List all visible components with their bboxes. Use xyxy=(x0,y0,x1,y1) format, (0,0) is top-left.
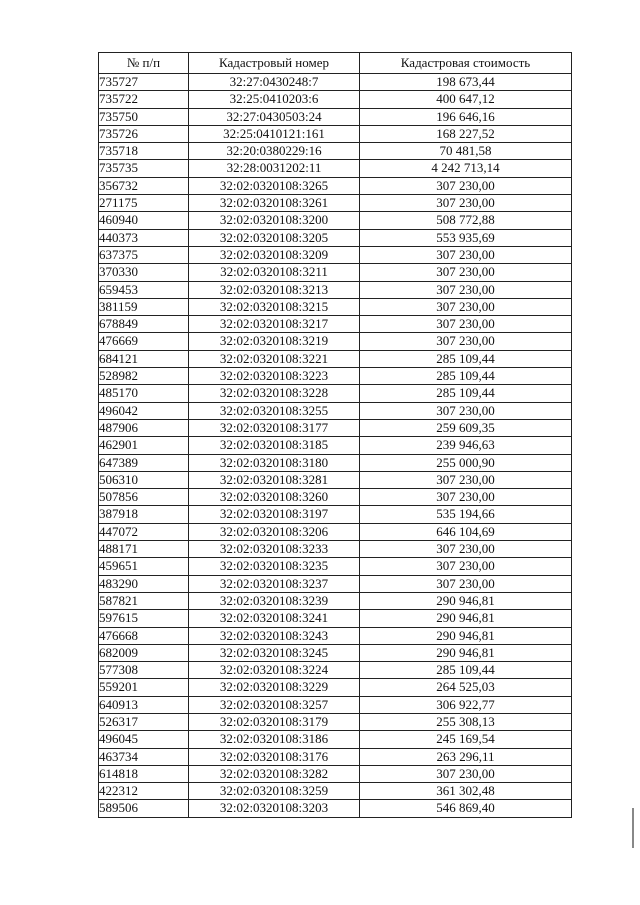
cell-cadastral-number: 32:02:0320108:3228 xyxy=(189,385,360,402)
cell-cadastral-value: 307 230,00 xyxy=(360,177,572,194)
cell-cadastral-number: 32:25:0410121:161 xyxy=(189,125,360,142)
cell-cadastral-number: 32:02:0320108:3260 xyxy=(189,489,360,506)
scan-edge-mark xyxy=(632,808,634,848)
table-row xyxy=(99,368,572,385)
cell-row-number: 735726 xyxy=(99,125,189,142)
cell-cadastral-value: 70 481,58 xyxy=(360,143,572,160)
table-row xyxy=(99,713,572,730)
cell-cadastral-value: 263 296,11 xyxy=(360,748,572,765)
table-row xyxy=(99,506,572,523)
cell-cadastral-value: 307 230,00 xyxy=(360,264,572,281)
cell-row-number: 462901 xyxy=(99,437,189,454)
table-row xyxy=(99,748,572,765)
table-row xyxy=(99,765,572,782)
cell-cadastral-value: 239 946,63 xyxy=(360,437,572,454)
cell-row-number: 735735 xyxy=(99,160,189,177)
cell-row-number: 682009 xyxy=(99,644,189,661)
cell-row-number: 559201 xyxy=(99,679,189,696)
cell-cadastral-value: 307 230,00 xyxy=(360,402,572,419)
cell-cadastral-value: 535 194,66 xyxy=(360,506,572,523)
cell-cadastral-number: 32:02:0320108:3241 xyxy=(189,610,360,627)
table-row xyxy=(99,627,572,644)
cell-cadastral-number: 32:02:0320108:3186 xyxy=(189,731,360,748)
cell-cadastral-value: 306 922,77 xyxy=(360,696,572,713)
cell-row-number: 506310 xyxy=(99,471,189,488)
cell-row-number: 271175 xyxy=(99,195,189,212)
table-row xyxy=(99,541,572,558)
table-row xyxy=(99,662,572,679)
cell-row-number: 485170 xyxy=(99,385,189,402)
cell-cadastral-number: 32:02:0320108:3229 xyxy=(189,679,360,696)
table-header xyxy=(99,53,572,74)
table-row xyxy=(99,523,572,540)
table-row xyxy=(99,783,572,800)
cell-cadastral-number: 32:02:0320108:3203 xyxy=(189,800,360,817)
cell-cadastral-value: 290 946,81 xyxy=(360,592,572,609)
cell-row-number: 370330 xyxy=(99,264,189,281)
cell-row-number: 356732 xyxy=(99,177,189,194)
cell-cadastral-number: 32:02:0320108:3185 xyxy=(189,437,360,454)
table-row xyxy=(99,610,572,627)
table-row xyxy=(99,454,572,471)
cell-cadastral-number: 32:28:0031202:11 xyxy=(189,160,360,177)
table-row xyxy=(99,212,572,229)
cell-cadastral-number: 32:02:0320108:3209 xyxy=(189,246,360,263)
cell-cadastral-value: 307 230,00 xyxy=(360,489,572,506)
cell-cadastral-value: 307 230,00 xyxy=(360,316,572,333)
cell-row-number: 640913 xyxy=(99,696,189,713)
table-row xyxy=(99,229,572,246)
cell-cadastral-value: 307 230,00 xyxy=(360,298,572,315)
table-row xyxy=(99,74,572,91)
cell-cadastral-number: 32:02:0320108:3213 xyxy=(189,281,360,298)
table-row xyxy=(99,679,572,696)
cell-cadastral-number: 32:02:0320108:3221 xyxy=(189,350,360,367)
cell-cadastral-number: 32:02:0320108:3176 xyxy=(189,748,360,765)
cell-row-number: 735750 xyxy=(99,108,189,125)
cell-cadastral-value: 4 242 713,14 xyxy=(360,160,572,177)
cell-cadastral-value: 245 169,54 xyxy=(360,731,572,748)
cell-row-number: 487906 xyxy=(99,419,189,436)
cell-cadastral-number: 32:02:0320108:3261 xyxy=(189,195,360,212)
cell-row-number: 459651 xyxy=(99,558,189,575)
cell-row-number: 476668 xyxy=(99,627,189,644)
cell-cadastral-value: 290 946,81 xyxy=(360,644,572,661)
table-row xyxy=(99,419,572,436)
cell-row-number: 637375 xyxy=(99,246,189,263)
cell-row-number: 460940 xyxy=(99,212,189,229)
cell-cadastral-value: 307 230,00 xyxy=(360,281,572,298)
cell-row-number: 735727 xyxy=(99,74,189,91)
cell-cadastral-number: 32:02:0320108:3224 xyxy=(189,662,360,679)
cell-cadastral-number: 32:02:0320108:3281 xyxy=(189,471,360,488)
cell-cadastral-number: 32:02:0320108:3265 xyxy=(189,177,360,194)
cell-cadastral-number: 32:02:0320108:3215 xyxy=(189,298,360,315)
cell-cadastral-value: 307 230,00 xyxy=(360,333,572,350)
cell-cadastral-value: 198 673,44 xyxy=(360,74,572,91)
table-row xyxy=(99,316,572,333)
cell-cadastral-number: 32:02:0320108:3237 xyxy=(189,575,360,592)
table-row xyxy=(99,575,572,592)
table-header-row xyxy=(99,53,572,74)
table-row xyxy=(99,489,572,506)
table-row xyxy=(99,644,572,661)
cell-row-number: 589506 xyxy=(99,800,189,817)
cell-cadastral-value: 264 525,03 xyxy=(360,679,572,696)
table-row xyxy=(99,160,572,177)
table-row xyxy=(99,592,572,609)
header-cadastral-number: Кадастровый номер xyxy=(189,53,360,74)
cell-row-number: 526317 xyxy=(99,713,189,730)
cell-cadastral-value: 196 646,16 xyxy=(360,108,572,125)
cell-cadastral-value: 255 000,90 xyxy=(360,454,572,471)
cell-row-number: 447072 xyxy=(99,523,189,540)
cell-row-number: 440373 xyxy=(99,229,189,246)
cell-row-number: 387918 xyxy=(99,506,189,523)
cell-row-number: 614818 xyxy=(99,765,189,782)
cell-cadastral-value: 307 230,00 xyxy=(360,195,572,212)
cell-row-number: 463734 xyxy=(99,748,189,765)
cell-cadastral-value: 255 308,13 xyxy=(360,713,572,730)
cell-row-number: 507856 xyxy=(99,489,189,506)
cell-cadastral-number: 32:02:0320108:3233 xyxy=(189,541,360,558)
cell-cadastral-number: 32:02:0320108:3239 xyxy=(189,592,360,609)
cell-cadastral-value: 290 946,81 xyxy=(360,627,572,644)
cell-cadastral-value: 307 230,00 xyxy=(360,471,572,488)
cell-cadastral-number: 32:20:0380229:16 xyxy=(189,143,360,160)
cell-cadastral-number: 32:02:0320108:3206 xyxy=(189,523,360,540)
cell-cadastral-number: 32:02:0320108:3235 xyxy=(189,558,360,575)
table-row xyxy=(99,143,572,160)
table-row xyxy=(99,125,572,142)
cell-row-number: 381159 xyxy=(99,298,189,315)
table-row xyxy=(99,177,572,194)
cell-row-number: 496045 xyxy=(99,731,189,748)
table-row xyxy=(99,800,572,817)
header-cadastral-value: Кадастровая стоимость xyxy=(360,53,572,74)
cell-cadastral-value: 307 230,00 xyxy=(360,575,572,592)
cell-cadastral-number: 32:02:0320108:3282 xyxy=(189,765,360,782)
table-row xyxy=(99,91,572,108)
table-row xyxy=(99,333,572,350)
cell-cadastral-value: 508 772,88 xyxy=(360,212,572,229)
cell-row-number: 476669 xyxy=(99,333,189,350)
cell-cadastral-value: 646 104,69 xyxy=(360,523,572,540)
cell-cadastral-number: 32:02:0320108:3180 xyxy=(189,454,360,471)
cell-row-number: 577308 xyxy=(99,662,189,679)
cell-cadastral-number: 32:02:0320108:3179 xyxy=(189,713,360,730)
cell-cadastral-value: 290 946,81 xyxy=(360,610,572,627)
cell-row-number: 496042 xyxy=(99,402,189,419)
cell-row-number: 684121 xyxy=(99,350,189,367)
table-row xyxy=(99,246,572,263)
cell-cadastral-number: 32:27:0430248:7 xyxy=(189,74,360,91)
cell-cadastral-number: 32:02:0320108:3217 xyxy=(189,316,360,333)
cell-row-number: 488171 xyxy=(99,541,189,558)
cell-cadastral-value: 285 109,44 xyxy=(360,662,572,679)
cell-cadastral-number: 32:02:0320108:3223 xyxy=(189,368,360,385)
cell-cadastral-number: 32:02:0320108:3243 xyxy=(189,627,360,644)
cell-cadastral-value: 168 227,52 xyxy=(360,125,572,142)
cell-cadastral-value: 259 609,35 xyxy=(360,419,572,436)
table-row xyxy=(99,264,572,281)
cell-cadastral-number: 32:02:0320108:3197 xyxy=(189,506,360,523)
cell-cadastral-number: 32:02:0320108:3205 xyxy=(189,229,360,246)
cell-cadastral-value: 307 230,00 xyxy=(360,541,572,558)
cell-cadastral-value: 307 230,00 xyxy=(360,765,572,782)
cell-cadastral-number: 32:02:0320108:3211 xyxy=(189,264,360,281)
table-row xyxy=(99,696,572,713)
cell-cadastral-number: 32:27:0430503:24 xyxy=(189,108,360,125)
cell-cadastral-value: 285 109,44 xyxy=(360,368,572,385)
cell-cadastral-value: 546 869,40 xyxy=(360,800,572,817)
cell-cadastral-value: 285 109,44 xyxy=(360,385,572,402)
cell-cadastral-number: 32:02:0320108:3259 xyxy=(189,783,360,800)
table-row xyxy=(99,402,572,419)
table-body xyxy=(99,74,572,818)
cell-cadastral-value: 307 230,00 xyxy=(360,558,572,575)
cell-row-number: 678849 xyxy=(99,316,189,333)
cell-cadastral-value: 553 935,69 xyxy=(360,229,572,246)
cell-row-number: 735722 xyxy=(99,91,189,108)
cell-row-number: 647389 xyxy=(99,454,189,471)
cell-cadastral-number: 32:02:0320108:3177 xyxy=(189,419,360,436)
cell-cadastral-number: 32:02:0320108:3245 xyxy=(189,644,360,661)
table-row xyxy=(99,385,572,402)
cell-cadastral-number: 32:02:0320108:3200 xyxy=(189,212,360,229)
cell-row-number: 528982 xyxy=(99,368,189,385)
cell-row-number: 659453 xyxy=(99,281,189,298)
cell-cadastral-value: 400 647,12 xyxy=(360,91,572,108)
cell-row-number: 587821 xyxy=(99,592,189,609)
table-row xyxy=(99,281,572,298)
table-row xyxy=(99,437,572,454)
table-row xyxy=(99,108,572,125)
cadastral-value-table xyxy=(98,52,572,818)
table-row xyxy=(99,298,572,315)
table-row xyxy=(99,558,572,575)
cell-row-number: 735718 xyxy=(99,143,189,160)
cell-cadastral-number: 32:25:0410203:6 xyxy=(189,91,360,108)
header-row-number: № п/п xyxy=(99,53,189,74)
table-row xyxy=(99,195,572,212)
cell-cadastral-value: 307 230,00 xyxy=(360,246,572,263)
cell-cadastral-number: 32:02:0320108:3219 xyxy=(189,333,360,350)
cell-row-number: 422312 xyxy=(99,783,189,800)
cell-cadastral-value: 285 109,44 xyxy=(360,350,572,367)
table-row xyxy=(99,350,572,367)
cell-cadastral-number: 32:02:0320108:3257 xyxy=(189,696,360,713)
table-row xyxy=(99,731,572,748)
cell-cadastral-number: 32:02:0320108:3255 xyxy=(189,402,360,419)
cell-cadastral-value: 361 302,48 xyxy=(360,783,572,800)
cell-row-number: 483290 xyxy=(99,575,189,592)
cell-row-number: 597615 xyxy=(99,610,189,627)
table-row xyxy=(99,471,572,488)
